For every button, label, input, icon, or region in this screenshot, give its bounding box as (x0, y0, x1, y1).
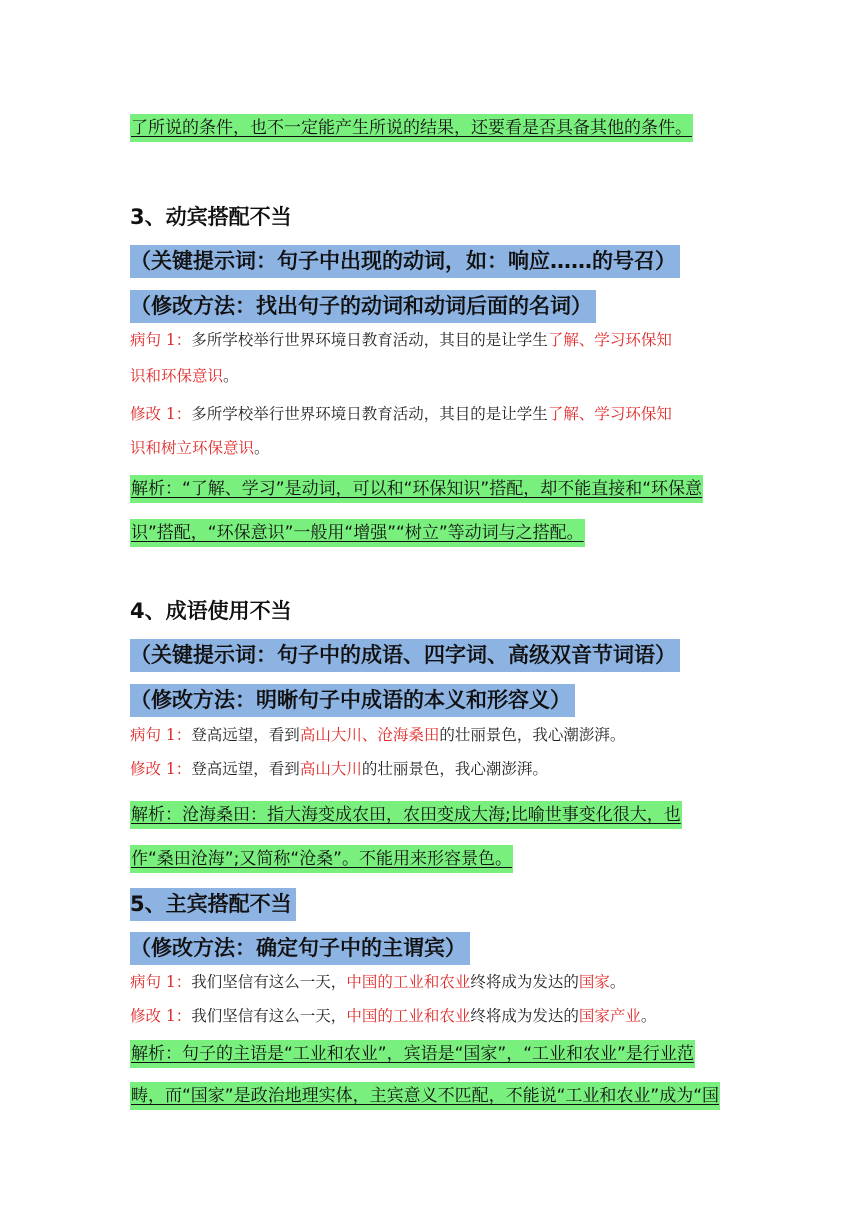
section-4-analysis-line2: 作“桑田沧海”;又简称“沧桑”。不能用来形容景色。 (130, 845, 513, 873)
bing-text-mid: 终将成为发达的 (470, 973, 579, 991)
xiu-end: 。 (640, 1007, 657, 1025)
section-4-keyword-hint: （关键提示词：句子中的成语、四字词、高级双音节词语） (130, 639, 680, 672)
section-5-xiu (130, 1004, 656, 1028)
section-4-method: （修改方法：明晰句子中成语的本义和形容义） (130, 684, 575, 717)
section-3-xiu-line2 (130, 436, 270, 460)
xiu-text: 多所学校举行世界环境日教育活动，其目的是让学生 (191, 405, 548, 423)
section-5-title: 5、主宾搭配不当 (130, 888, 296, 921)
bing-highlight: 了解、学习环保知 (547, 331, 672, 349)
xiu-end: 。 (254, 439, 270, 457)
xiu-highlight: 了解、学习环保知 (547, 405, 672, 423)
xiu-highlight-subject: 中国的工业和农业 (346, 1007, 471, 1025)
section-5-analysis-line2: 畴，而“国家”是政治地理实体，主宾意义不匹配，不能说“工业和农业”成为“国 (130, 1082, 720, 1110)
section-4-analysis-line1: 解析：沧海桑田：指大海变成农田，农田变成大海;比喻世事变化很大，也 (130, 801, 682, 829)
section-3-keyword-hint: （关键提示词：句子中出现的动词，如：响应……的号召） (130, 245, 680, 278)
xiu-highlight-cont: 识和树立环保意识 (130, 439, 255, 457)
section-3-analysis-line1: 解析：“了解、学习”是动词，可以和“环保知识”搭配，却不能直接和“环保意 (130, 475, 703, 503)
xiu-text-mid: 终将成为发达的 (470, 1007, 579, 1025)
bing-text: 多所学校举行世界环境日教育活动，其目的是让学生 (191, 331, 548, 349)
bing-text: 登高远望，看到 (191, 726, 300, 744)
bing-label: 病句 1： (130, 331, 192, 349)
xiu-text: 登高远望，看到 (191, 760, 300, 778)
xiu-label: 修改 1： (130, 760, 192, 778)
xiu-text-post: 的壮丽景色，我心潮澎湃。 (361, 760, 548, 778)
section-3-xiu-line1 (130, 402, 672, 426)
bing-end: 。 (223, 367, 239, 385)
section-3-bing-line1 (130, 328, 672, 352)
section-4-title: 4、成语使用不当 (130, 599, 292, 623)
analysis-continuation: 了所说的条件，也不一定能产生所说的结果，还要看是否具备其他的条件。 (130, 114, 693, 142)
bing-highlight-object: 国家 (578, 973, 610, 991)
bing-highlight: 高山大川、沧海桑田 (299, 726, 440, 744)
section-4-xiu (130, 757, 548, 781)
section-5-bing (130, 970, 625, 994)
section-3-method: （修改方法：找出句子的动词和动词后面的名词） (130, 290, 596, 323)
bing-text: 我们坚信有这么一天， (191, 973, 347, 991)
section-5-analysis-line1: 解析：句子的主语是“工业和农业”，宾语是“国家”，“工业和农业”是行业范 (130, 1040, 695, 1068)
section-5-method: （修改方法：确定句子中的主谓宾） (130, 932, 470, 965)
section-3-bing-line2 (130, 364, 239, 388)
xiu-label: 修改 1： (130, 1007, 192, 1025)
bing-highlight-subject: 中国的工业和农业 (346, 973, 471, 991)
bing-label: 病句 1： (130, 973, 192, 991)
bing-text-post: 的壮丽景色，我心潮澎湃。 (439, 726, 626, 744)
xiu-label: 修改 1： (130, 405, 192, 423)
section-4-bing (130, 723, 625, 747)
xiu-highlight-object: 国家产业 (578, 1007, 641, 1025)
section-3-analysis-line2: 识”搭配，“环保意识”一般用“增强”“树立”等动词与之搭配。 (130, 519, 585, 547)
xiu-text: 我们坚信有这么一天， (191, 1007, 347, 1025)
bing-label: 病句 1： (130, 726, 192, 744)
bing-highlight-cont: 识和环保意识 (130, 367, 224, 385)
section-3-title: 3、动宾搭配不当 (130, 205, 292, 229)
xiu-highlight: 高山大川 (299, 760, 362, 778)
bing-end: 。 (609, 973, 626, 991)
